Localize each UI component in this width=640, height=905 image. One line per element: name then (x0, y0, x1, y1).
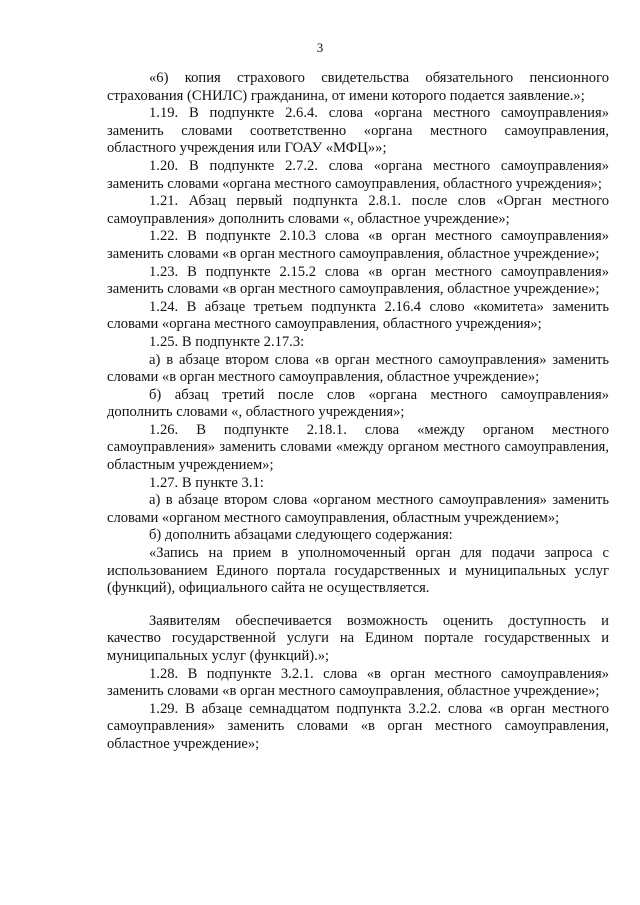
paragraph-1-19: 1.19. В подпункте 2.6.4. слова «органа местного самоуправления» заменить словами соответственно «органа местного самоуправления, областного учреждения или ГОАУ «МФЦ»»; (107, 105, 609, 157)
paragraph-1-27: 1.27. В пункте 3.1: (149, 474, 264, 491)
paragraph-1-23: 1.23. В подпункте 2.15.2 слова «в орган местного самоуправления» заменить словами «в орган местного самоуправления, областное учреждение»; (107, 263, 609, 298)
page-number: 3 (316, 40, 324, 55)
paragraph-1-28: 1.28. В подпункте 3.2.1. слова «в орган местного самоуправления» заменить словами «в орган местного самоуправления, областное учреждение»; (107, 665, 609, 700)
paragraph-1-21: 1.21. Абзац первый подпункта 2.8.1. после слов «Орган местного самоуправления» дополнить словами «, областное учреждение»; (107, 193, 609, 227)
document-body (107, 70, 609, 754)
paragraph-1-25-a: а) в абзаце втором слова «в орган местного самоуправления» заменить словами «в орган местного самоуправления, областное учреждение»; (107, 351, 609, 386)
paragraph-1-27-b: б) дополнить абзацами следующего содержания: (149, 527, 453, 544)
paragraph-quote-appointment: «Запись на прием в уполномоченный орган для подачи запроса с использованием Единого портала государственных и муниципальных услуг (функций), официального сайта не осуществляется. (107, 545, 609, 597)
paragraph-quote-evaluation: Заявителям обеспечивается возможность оценить доступность и качество государственной услуги на Едином портале государственных и муниципальных услуг (функций).»; (107, 612, 609, 664)
paragraph-1-25: 1.25. В подпункте 2.17.3: (149, 333, 305, 350)
paragraph-1-26: 1.26. В подпункте 2.18.1. слова «между органом местного самоуправления» заменить словами «между органом местного самоуправления, областным учреждением»; (107, 421, 609, 474)
paragraph-1-27-a: а) в абзаце втором слова «органом местного самоуправления» заменить словами «органом местного самоуправления, областным учреждением»; (107, 492, 609, 526)
paragraph-1-22: 1.22. В подпункте 2.10.3 слова «в орган местного самоуправления» заменить словами «в орган местного самоуправления, областное учреждение»; (107, 228, 609, 262)
paragraph-snils: «6) копия страхового свидетельства обязательного пенсионного страхования (СНИЛС) гражданина, от имени которого подается заявление.»; (107, 70, 609, 104)
paragraph-1-29: 1.29. В абзаце семнадцатом подпункта 3.2.2. слова «в орган местного самоуправления» заменить словами «в орган местного самоуправления, областное учреждение»; (107, 700, 609, 752)
paragraph-1-25-b: б) абзац третий после слов «органа местного самоуправления» дополнить словами «, областного учреждения»; (107, 386, 609, 421)
paragraph-1-24: 1.24. В абзаце третьем подпункта 2.16.4 слово «комитета» заменить словами «органа местного самоуправления, областного учреждения»; (107, 298, 609, 333)
paragraph-1-20: 1.20. В подпункте 2.7.2. слова «органа местного самоуправления» заменить словами «органа местного самоуправления, областного учреждения»; (107, 157, 609, 192)
